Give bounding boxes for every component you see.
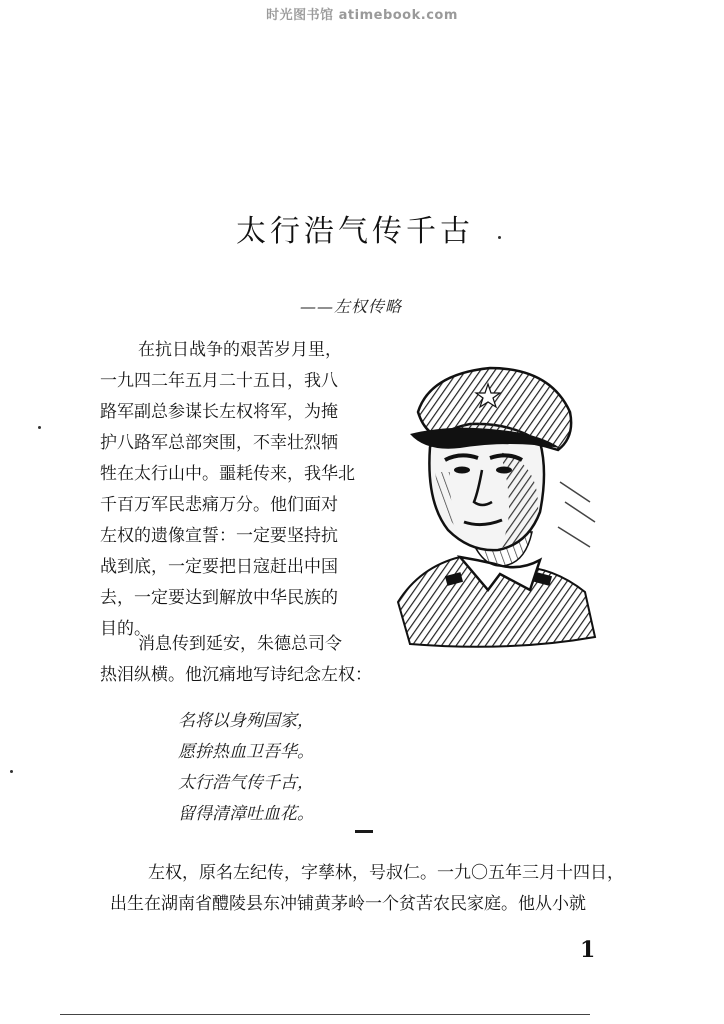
text-line: 护八路军总部突围，不幸壮烈牺 bbox=[100, 433, 338, 453]
text-line: 热泪纵横。他沉痛地写诗纪念左权： bbox=[100, 665, 372, 685]
poem bbox=[178, 706, 418, 830]
text-line: 在抗日战争的艰苦岁月里， bbox=[138, 340, 342, 360]
text-line: 一九四二年五月二十五日，我八 bbox=[100, 371, 338, 391]
text-line: 目的。 bbox=[100, 619, 151, 639]
scan-speck bbox=[10, 770, 13, 773]
text-line: 左权的遗像宣誓：一定要坚持抗 bbox=[100, 526, 338, 546]
paragraph-2 bbox=[100, 629, 400, 691]
text-line: 牲在太行山中。噩耗传来，我华北 bbox=[100, 464, 355, 484]
section-number bbox=[355, 830, 373, 833]
text-line: 千百万军民悲痛万分。他们面对 bbox=[100, 495, 338, 515]
page-title: 太行浩气传千古 bbox=[236, 214, 474, 249]
scan-speck bbox=[498, 236, 501, 239]
text-line: 出生在湖南省醴陵县东冲铺黄茅岭一个贫苦农民家庭。他从小就 bbox=[110, 894, 586, 914]
text-line: 消息传到延安，朱德总司令 bbox=[138, 634, 342, 654]
text-line: 左权，原名左纪传，字孳林，号叔仁。一九〇五年三月十四日， bbox=[148, 863, 624, 883]
paragraph-3 bbox=[110, 858, 640, 920]
text-line: 路军副总参谋长左权将军，为掩 bbox=[100, 402, 338, 422]
poem-line: 留得清漳吐血花。 bbox=[178, 804, 314, 824]
poem-line: 太行浩气传千古， bbox=[178, 773, 314, 793]
scan-speck bbox=[38, 426, 41, 429]
text-line: 战到底，一定要把日寇赶出中国 bbox=[100, 557, 338, 577]
background-stroke bbox=[558, 482, 595, 547]
poem-line: 名将以身殉国家， bbox=[178, 711, 314, 731]
eye-shape bbox=[454, 467, 470, 474]
poem-line: 愿拚热血卫吾华。 bbox=[178, 742, 314, 762]
text-line: 去，一定要达到解放中华民族的 bbox=[100, 588, 338, 608]
paragraph-1 bbox=[100, 335, 400, 645]
watermark: 时光图书馆 atimebook.com bbox=[266, 8, 458, 23]
page-subtitle: ——左权传略 bbox=[300, 297, 403, 316]
page-number: 1 bbox=[580, 937, 596, 963]
eye-shape bbox=[496, 467, 512, 474]
portrait-illustration bbox=[390, 352, 602, 654]
bottom-rule bbox=[60, 1014, 590, 1015]
